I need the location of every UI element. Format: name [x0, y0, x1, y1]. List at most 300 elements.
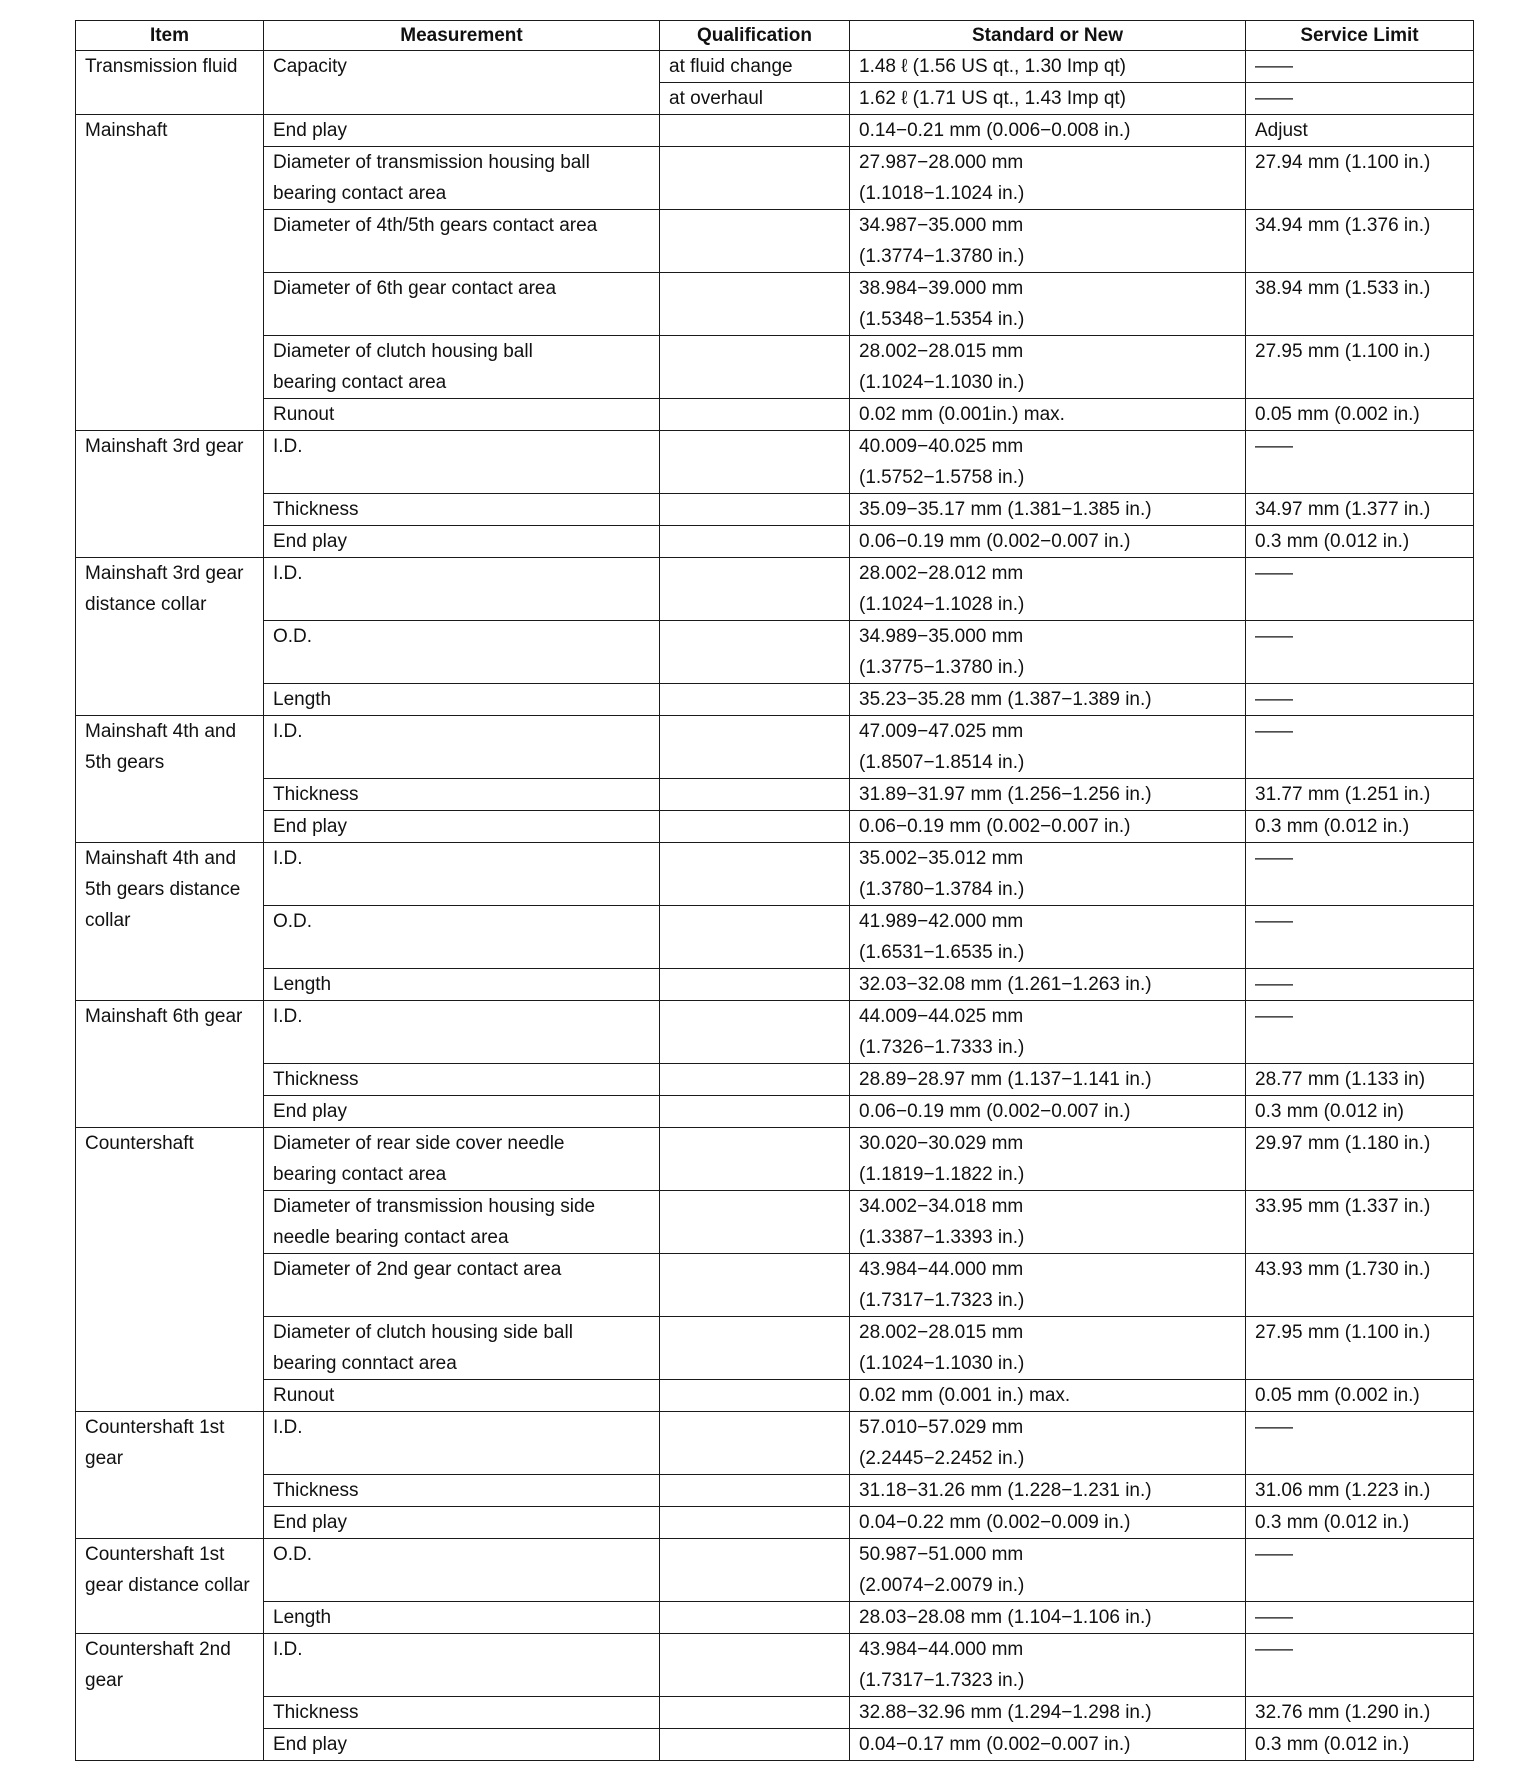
service-limit-cell — [1246, 969, 1474, 1001]
service-limit: 0.3 mm (0.012 in.) — [1255, 1512, 1410, 1533]
measurement-label: O.D. — [273, 626, 313, 647]
standard-value: 0.14−0.21 mm (0.006−0.008 in.) — [859, 120, 1131, 141]
service-limit-cell — [1246, 1064, 1474, 1096]
standard-value-cell — [850, 1634, 1246, 1697]
measurement-cell — [264, 1539, 660, 1602]
standard-value-cell — [850, 210, 1246, 273]
service-limit: 0.3 mm (0.012 in.) — [1255, 1734, 1410, 1755]
service-limit-cell — [1246, 1697, 1474, 1729]
measurement-cell — [264, 969, 660, 1001]
service-limit: —— — [1255, 1607, 1293, 1628]
standard-value: 0.06−0.19 mm (0.002−0.007 in.) — [859, 816, 1131, 837]
qualification-cell — [660, 684, 850, 716]
service-limit-cell — [1246, 1634, 1474, 1697]
service-limit: —— — [1255, 88, 1293, 109]
service-limit-cell — [1246, 1380, 1474, 1412]
measurement-cell — [264, 1128, 660, 1191]
measurement-cell — [264, 431, 660, 494]
standard-value-cell — [850, 1380, 1246, 1412]
standard-value: 27.987−28.000 mm (1.1018−1.1024 in.) — [859, 152, 1025, 204]
qualification-cell — [660, 621, 850, 684]
measurement-cell — [264, 115, 660, 147]
table-row — [76, 1064, 1474, 1096]
standard-value-cell — [850, 969, 1246, 1001]
standard-value-cell — [850, 1128, 1246, 1191]
item-label: Mainshaft — [85, 120, 168, 141]
measurement-cell — [264, 336, 660, 399]
qualification-cell — [660, 1064, 850, 1096]
header-standard: Standard or New — [850, 21, 1246, 51]
standard-value: 32.88−32.96 mm (1.294−1.298 in.) — [859, 1702, 1152, 1723]
service-limit: —— — [1255, 1417, 1293, 1438]
measurement-label: I.D. — [273, 1006, 303, 1027]
standard-value: 31.89−31.97 mm (1.256−1.256 in.) — [859, 784, 1152, 805]
table-row — [76, 1001, 1474, 1064]
table-row — [76, 494, 1474, 526]
table-row — [76, 811, 1474, 843]
service-limit: 31.77 mm (1.251 in.) — [1255, 784, 1431, 805]
table-row — [76, 1475, 1474, 1507]
measurement-label: Capacity — [273, 56, 347, 77]
standard-value: 28.002−28.015 mm (1.1024−1.1030 in.) — [859, 341, 1025, 393]
service-limit-cell — [1246, 115, 1474, 147]
measurement-label: End play — [273, 816, 347, 837]
table-row — [76, 431, 1474, 494]
measurement-label: End play — [273, 1512, 347, 1533]
measurement-label: End play — [273, 531, 347, 552]
item-cell — [76, 716, 264, 843]
measurement-cell — [264, 1697, 660, 1729]
qualification-cell — [660, 811, 850, 843]
qualification-cell — [660, 843, 850, 906]
standard-value-cell — [850, 621, 1246, 684]
measurement-label: Diameter of clutch housing ball bearing contact area — [273, 341, 533, 393]
header-service-limit: Service Limit — [1246, 21, 1474, 51]
measurement-cell — [264, 526, 660, 558]
service-limit: 0.3 mm (0.012 in) — [1255, 1101, 1404, 1122]
standard-value: 34.989−35.000 mm (1.3775−1.3780 in.) — [859, 626, 1025, 678]
standard-value-cell — [850, 147, 1246, 210]
standard-value-cell — [850, 494, 1246, 526]
standard-value-cell — [850, 336, 1246, 399]
standard-value: 28.002−28.015 mm (1.1024−1.1030 in.) — [859, 1322, 1025, 1374]
service-limit: 0.05 mm (0.002 in.) — [1255, 1385, 1420, 1406]
standard-value: 50.987−51.000 mm (2.0074−2.0079 in.) — [859, 1544, 1025, 1596]
standard-value-cell — [850, 1064, 1246, 1096]
item-label: Countershaft 1st gear — [85, 1417, 225, 1469]
measurement-label: I.D. — [273, 721, 303, 742]
table-row — [76, 716, 1474, 779]
standard-value-cell — [850, 273, 1246, 336]
measurement-cell — [264, 621, 660, 684]
standard-value: 0.02 mm (0.001 in.) max. — [859, 1385, 1071, 1406]
table-body — [76, 51, 1474, 1761]
item-label: Mainshaft 4th and 5th gears — [85, 721, 237, 773]
table-row — [76, 684, 1474, 716]
measurement-label: I.D. — [273, 1639, 303, 1660]
table-row — [76, 1507, 1474, 1539]
standard-value: 31.18−31.26 mm (1.228−1.231 in.) — [859, 1480, 1152, 1501]
standard-value: 43.984−44.000 mm (1.7317−1.7323 in.) — [859, 1259, 1025, 1311]
service-limit-cell — [1246, 431, 1474, 494]
qualification-cell — [660, 273, 850, 336]
standard-value-cell — [850, 558, 1246, 621]
qualification-cell — [660, 1001, 850, 1064]
item-label: Mainshaft 6th gear — [85, 1006, 243, 1027]
standard-value-cell — [850, 1317, 1246, 1380]
standard-value-cell — [850, 1254, 1246, 1317]
measurement-label: Thickness — [273, 1480, 359, 1501]
standard-value-cell — [850, 716, 1246, 779]
measurement-cell — [264, 1001, 660, 1064]
item-cell — [76, 558, 264, 716]
qualification-cell — [660, 210, 850, 273]
standard-value: 0.06−0.19 mm (0.002−0.007 in.) — [859, 531, 1131, 552]
measurement-label: Diameter of rear side cover needle bearing contact area — [273, 1133, 565, 1185]
standard-value: 44.009−44.025 mm (1.7326−1.7333 in.) — [859, 1006, 1025, 1058]
service-limit: 0.3 mm (0.012 in.) — [1255, 531, 1410, 552]
service-limit: —— — [1255, 721, 1293, 742]
item-label: Countershaft 1st gear distance collar — [85, 1544, 250, 1596]
measurement-cell — [264, 51, 660, 115]
item-cell — [76, 1412, 264, 1539]
service-limit: —— — [1255, 436, 1293, 457]
service-limit-cell — [1246, 210, 1474, 273]
standard-value: 30.020−30.029 mm (1.1819−1.1822 in.) — [859, 1133, 1025, 1185]
measurement-label: End play — [273, 120, 347, 141]
standard-value-cell — [850, 843, 1246, 906]
table-row — [76, 558, 1474, 621]
qualification: at overhaul — [669, 88, 764, 109]
qualification-cell — [660, 716, 850, 779]
measurement-label: End play — [273, 1734, 347, 1755]
standard-value-cell — [850, 83, 1246, 115]
standard-value-cell — [850, 1507, 1246, 1539]
service-limit-cell — [1246, 1317, 1474, 1380]
service-limit: 0.3 mm (0.012 in.) — [1255, 816, 1410, 837]
standard-value: 57.010−57.029 mm (2.2445−2.2452 in.) — [859, 1417, 1025, 1469]
qualification-cell — [660, 1128, 850, 1191]
item-label: Mainshaft 3rd gear — [85, 436, 244, 457]
table-row — [76, 1602, 1474, 1634]
standard-value-cell — [850, 779, 1246, 811]
qualification: at fluid change — [669, 56, 793, 77]
qualification-cell — [660, 906, 850, 969]
service-limit-cell — [1246, 1096, 1474, 1128]
standard-value: 43.984−44.000 mm (1.7317−1.7323 in.) — [859, 1639, 1025, 1691]
standard-value-cell — [850, 811, 1246, 843]
table-row — [76, 1317, 1474, 1380]
qualification-cell — [660, 779, 850, 811]
qualification-cell — [660, 1602, 850, 1634]
table-row — [76, 526, 1474, 558]
qualification-cell — [660, 969, 850, 1001]
standard-value: 40.009−40.025 mm (1.5752−1.5758 in.) — [859, 436, 1025, 488]
measurement-cell — [264, 906, 660, 969]
standard-value: 1.62 ℓ (1.71 US qt., 1.43 Imp qt) — [859, 88, 1127, 109]
measurement-label: Length — [273, 1607, 332, 1628]
qualification-cell — [660, 1380, 850, 1412]
service-limit-cell — [1246, 1729, 1474, 1761]
table-row — [76, 1254, 1474, 1317]
qualification-cell — [660, 558, 850, 621]
table-row — [76, 1729, 1474, 1761]
standard-value: 35.09−35.17 mm (1.381−1.385 in.) — [859, 499, 1152, 520]
service-limit-cell — [1246, 811, 1474, 843]
measurement-cell — [264, 1729, 660, 1761]
measurement-label: I.D. — [273, 1417, 303, 1438]
standard-value-cell — [850, 1602, 1246, 1634]
qualification-cell — [660, 1475, 850, 1507]
table-row — [76, 147, 1474, 210]
item-cell — [76, 51, 264, 115]
service-limit-cell — [1246, 526, 1474, 558]
qualification-cell — [660, 1254, 850, 1317]
service-limit-cell — [1246, 1254, 1474, 1317]
table-row — [76, 1128, 1474, 1191]
service-limit: —— — [1255, 563, 1293, 584]
service-limit: —— — [1255, 911, 1293, 932]
service-limit-cell — [1246, 399, 1474, 431]
service-limit: —— — [1255, 1544, 1293, 1565]
standard-value: 28.002−28.012 mm (1.1024−1.1028 in.) — [859, 563, 1025, 615]
standard-value-cell — [850, 115, 1246, 147]
header-item: Item — [76, 21, 264, 51]
standard-value: 28.89−28.97 mm (1.137−1.141 in.) — [859, 1069, 1152, 1090]
standard-value-cell — [850, 51, 1246, 83]
service-limit: —— — [1255, 974, 1293, 995]
item-cell — [76, 1128, 264, 1412]
measurement-cell — [264, 399, 660, 431]
service-limit-cell — [1246, 1507, 1474, 1539]
item-label: Mainshaft 4th and 5th gears distance collar — [85, 848, 241, 931]
table-row — [76, 273, 1474, 336]
service-limit-cell — [1246, 621, 1474, 684]
table-header — [76, 21, 1474, 51]
qualification-cell — [660, 83, 850, 115]
measurement-cell — [264, 1602, 660, 1634]
qualification-cell — [660, 115, 850, 147]
header-qualification: Qualification — [660, 21, 850, 51]
measurement-label: Thickness — [273, 1069, 359, 1090]
qualification-cell — [660, 1729, 850, 1761]
standard-value: 0.06−0.19 mm (0.002−0.007 in.) — [859, 1101, 1131, 1122]
measurement-label: Thickness — [273, 784, 359, 805]
table-row — [76, 779, 1474, 811]
standard-value-cell — [850, 906, 1246, 969]
service-limit: —— — [1255, 56, 1293, 77]
measurement-label: Runout — [273, 404, 335, 425]
service-limit: —— — [1255, 626, 1293, 647]
measurement-label: Diameter of 6th gear contact area — [273, 278, 557, 299]
service-limit: 27.94 mm (1.100 in.) — [1255, 152, 1431, 173]
item-label: Mainshaft 3rd gear distance collar — [85, 563, 244, 615]
service-limit: —— — [1255, 1639, 1293, 1660]
specifications-table — [75, 20, 1474, 1761]
qualification-cell — [660, 1096, 850, 1128]
measurement-cell — [264, 1507, 660, 1539]
qualification-cell — [660, 494, 850, 526]
service-limit-cell — [1246, 558, 1474, 621]
header-row — [76, 21, 1474, 51]
standard-value-cell — [850, 1475, 1246, 1507]
service-limit: 43.93 mm (1.730 in.) — [1255, 1259, 1431, 1280]
table-row — [76, 1380, 1474, 1412]
service-limit-cell — [1246, 83, 1474, 115]
item-cell — [76, 1001, 264, 1128]
table-row — [76, 969, 1474, 1001]
service-limit: 29.97 mm (1.180 in.) — [1255, 1133, 1431, 1154]
qualification-cell — [660, 1507, 850, 1539]
measurement-cell — [264, 843, 660, 906]
service-limit: 31.06 mm (1.223 in.) — [1255, 1480, 1431, 1501]
service-limit-cell — [1246, 779, 1474, 811]
service-limit-cell — [1246, 1191, 1474, 1254]
service-limit: 33.95 mm (1.337 in.) — [1255, 1196, 1431, 1217]
standard-value-cell — [850, 431, 1246, 494]
service-limit-cell — [1246, 1001, 1474, 1064]
standard-value-cell — [850, 1697, 1246, 1729]
measurement-cell — [264, 1096, 660, 1128]
measurement-cell — [264, 558, 660, 621]
standard-value: 0.04−0.17 mm (0.002−0.007 in.) — [859, 1734, 1131, 1755]
measurement-cell — [264, 147, 660, 210]
service-limit: —— — [1255, 848, 1293, 869]
measurement-label: Diameter of transmission housing ball bearing contact area — [273, 152, 590, 204]
measurement-label: Diameter of clutch housing side ball bearing conntact area — [273, 1322, 573, 1374]
qualification-cell — [660, 1317, 850, 1380]
measurement-label: Length — [273, 974, 332, 995]
service-limit: 27.95 mm (1.100 in.) — [1255, 341, 1431, 362]
table-row — [76, 1539, 1474, 1602]
qualification-cell — [660, 1191, 850, 1254]
measurement-label: Thickness — [273, 499, 359, 520]
qualification-cell — [660, 147, 850, 210]
measurement-label: Thickness — [273, 1702, 359, 1723]
measurement-cell — [264, 210, 660, 273]
qualification-cell — [660, 336, 850, 399]
item-label: Countershaft — [85, 1133, 194, 1154]
standard-value-cell — [850, 684, 1246, 716]
measurement-cell — [264, 779, 660, 811]
standard-value: 28.03−28.08 mm (1.104−1.106 in.) — [859, 1607, 1152, 1628]
table-row — [76, 1096, 1474, 1128]
service-limit: 27.95 mm (1.100 in.) — [1255, 1322, 1431, 1343]
qualification-cell — [660, 526, 850, 558]
service-limit-cell — [1246, 273, 1474, 336]
standard-value: 41.989−42.000 mm (1.6531−1.6535 in.) — [859, 911, 1025, 963]
service-limit: 38.94 mm (1.533 in.) — [1255, 278, 1431, 299]
table-row — [76, 1634, 1474, 1697]
measurement-label: I.D. — [273, 848, 303, 869]
service-limit: 0.05 mm (0.002 in.) — [1255, 404, 1420, 425]
service-limit: 32.76 mm (1.290 in.) — [1255, 1702, 1431, 1723]
standard-value: 0.02 mm (0.001in.) max. — [859, 404, 1065, 425]
service-limit: 34.97 mm (1.377 in.) — [1255, 499, 1431, 520]
measurement-label: I.D. — [273, 563, 303, 584]
table-row — [76, 51, 1474, 83]
qualification-cell — [660, 1539, 850, 1602]
qualification-cell — [660, 399, 850, 431]
measurement-cell — [264, 1317, 660, 1380]
measurement-label: End play — [273, 1101, 347, 1122]
item-cell — [76, 431, 264, 558]
service-limit-cell — [1246, 51, 1474, 83]
measurement-label: Diameter of transmission housing side needle bearing contact area — [273, 1196, 596, 1248]
item-label: Countershaft 2nd gear — [85, 1639, 231, 1691]
table-row — [76, 1412, 1474, 1475]
measurement-cell — [264, 273, 660, 336]
measurement-label: Runout — [273, 1385, 335, 1406]
service-limit: 34.94 mm (1.376 in.) — [1255, 215, 1431, 236]
measurement-cell — [264, 1475, 660, 1507]
service-limit-cell — [1246, 494, 1474, 526]
table-row — [76, 1191, 1474, 1254]
service-limit-cell — [1246, 843, 1474, 906]
standard-value: 35.002−35.012 mm (1.3780−1.3784 in.) — [859, 848, 1025, 900]
measurement-cell — [264, 1191, 660, 1254]
standard-value-cell — [850, 1096, 1246, 1128]
item-cell — [76, 115, 264, 431]
service-limit-cell — [1246, 906, 1474, 969]
service-limit-cell — [1246, 684, 1474, 716]
service-limit: —— — [1255, 1006, 1293, 1027]
standard-value: 38.984−39.000 mm (1.5348−1.5354 in.) — [859, 278, 1025, 330]
qualification-cell — [660, 1412, 850, 1475]
header-measurement: Measurement — [264, 21, 660, 51]
measurement-label: Length — [273, 689, 332, 710]
service-limit-cell — [1246, 1475, 1474, 1507]
table-row — [76, 1697, 1474, 1729]
standard-value-cell — [850, 399, 1246, 431]
measurement-label: Diameter of 4th/5th gears contact area — [273, 215, 598, 236]
table-row — [76, 336, 1474, 399]
table-row — [76, 399, 1474, 431]
qualification-cell — [660, 1697, 850, 1729]
measurement-label: O.D. — [273, 1544, 313, 1565]
measurement-label: I.D. — [273, 436, 303, 457]
service-limit-cell — [1246, 1412, 1474, 1475]
service-limit-cell — [1246, 1602, 1474, 1634]
item-cell — [76, 1539, 264, 1634]
standard-value-cell — [850, 1539, 1246, 1602]
measurement-cell — [264, 684, 660, 716]
standard-value-cell — [850, 1001, 1246, 1064]
standard-value: 35.23−35.28 mm (1.387−1.389 in.) — [859, 689, 1152, 710]
standard-value-cell — [850, 1191, 1246, 1254]
measurement-cell — [264, 1412, 660, 1475]
qualification-cell — [660, 1634, 850, 1697]
standard-value: 47.009−47.025 mm (1.8507−1.8514 in.) — [859, 721, 1025, 773]
measurement-cell — [264, 1634, 660, 1697]
qualification-cell — [660, 431, 850, 494]
service-limit-cell — [1246, 336, 1474, 399]
service-limit-cell — [1246, 1128, 1474, 1191]
standard-value: 1.48 ℓ (1.56 US qt., 1.30 Imp qt) — [859, 56, 1127, 77]
service-limit-cell — [1246, 716, 1474, 779]
table-row — [76, 210, 1474, 273]
qualification-cell — [660, 51, 850, 83]
standard-value-cell — [850, 1412, 1246, 1475]
table-row — [76, 843, 1474, 906]
item-cell — [76, 843, 264, 1001]
measurement-cell — [264, 1254, 660, 1317]
service-limit: Adjust — [1255, 120, 1308, 141]
measurement-label: O.D. — [273, 911, 313, 932]
service-limit-cell — [1246, 1539, 1474, 1602]
measurement-cell — [264, 1064, 660, 1096]
measurement-cell — [264, 494, 660, 526]
